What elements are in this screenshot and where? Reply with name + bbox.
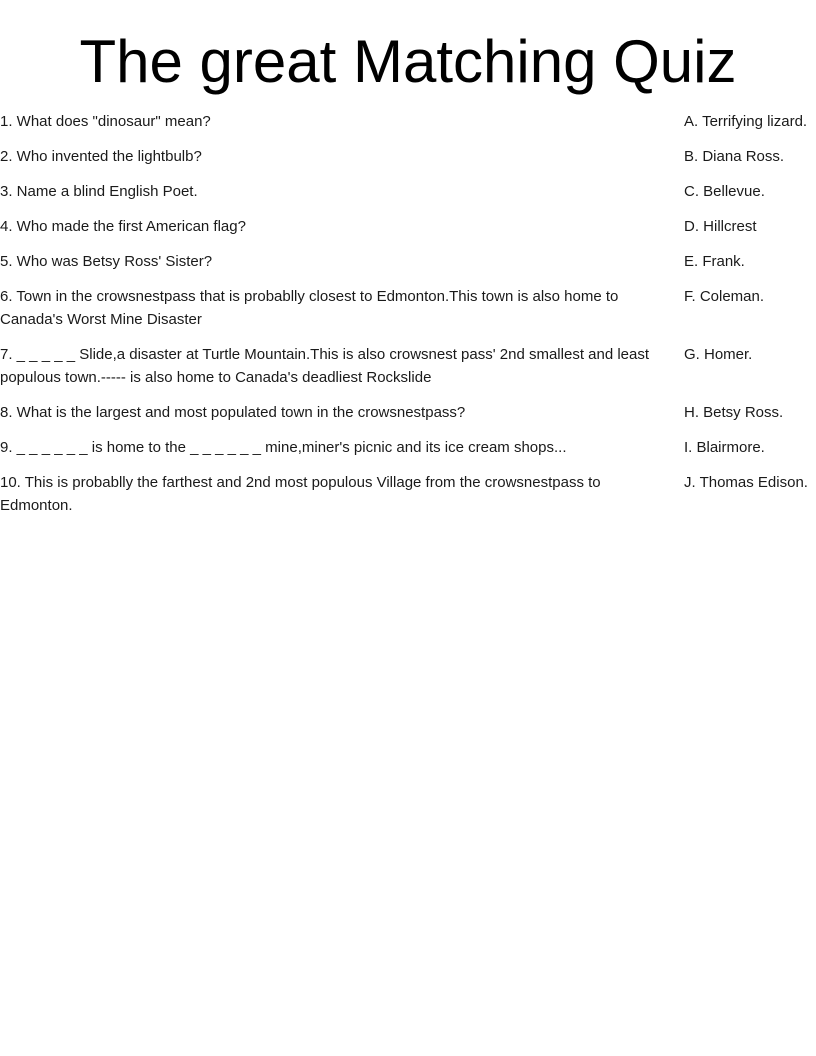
quiz-row	[0, 285, 816, 331]
quiz-row	[0, 471, 816, 517]
question-text: 8. What is the largest and most populated town in the crowsnestpass?	[0, 404, 466, 421]
quiz-row	[0, 401, 816, 424]
answer-text: E. Frank.	[684, 253, 745, 270]
answer-text: F. Coleman.	[684, 288, 765, 305]
answer-text: H. Betsy Ross.	[684, 404, 784, 421]
answer-text: B. Diana Ross.	[684, 148, 785, 165]
quiz-row	[0, 343, 816, 389]
quiz-row	[0, 110, 816, 133]
quiz-row	[0, 250, 816, 273]
answer-text: D. Hillcrest	[684, 218, 757, 235]
quiz-row	[0, 145, 816, 168]
question-text: 3. Name a blind English Poet.	[0, 183, 198, 200]
answer-text: G. Homer.	[684, 346, 753, 363]
quiz-list	[0, 110, 816, 529]
question-text: 4. Who made the first American flag?	[0, 218, 246, 235]
answer-text: C. Bellevue.	[684, 183, 765, 200]
question-text: 1. What does "dinosaur" mean?	[0, 113, 211, 130]
answer-text: I. Blairmore.	[684, 439, 765, 456]
quiz-row	[0, 436, 816, 459]
question-text: 2. Who invented the lightbulb?	[0, 148, 202, 165]
question-text: 6. Town in the crowsnestpass that is probablly closest to Edmonton.This town is also home to Canada's Worst Mine Disaster	[0, 288, 619, 328]
question-text: 9. _ _ _ _ _ _ is home to the _ _ _ _ _ _ mine,miner's picnic and its ice cream shops...	[0, 439, 567, 456]
answer-text: J. Thomas Edison.	[684, 474, 808, 491]
question-text: 7. _ _ _ _ _ Slide,a disaster at Turtle Mountain.This is also crowsnest pass' 2nd smallest and least populous town.----- is also home to Canada's deadliest Rockslide	[0, 346, 650, 386]
quiz-row	[0, 180, 816, 203]
page-title: The great Matching Quiz	[79, 28, 737, 95]
answer-text: A. Terrifying lizard.	[684, 113, 808, 130]
quiz-row	[0, 215, 816, 238]
question-text: 10. This is probablly the farthest and 2nd most populous Village from the crowsnestpass to Edmonton.	[0, 474, 601, 514]
question-text: 5. Who was Betsy Ross' Sister?	[0, 253, 213, 270]
